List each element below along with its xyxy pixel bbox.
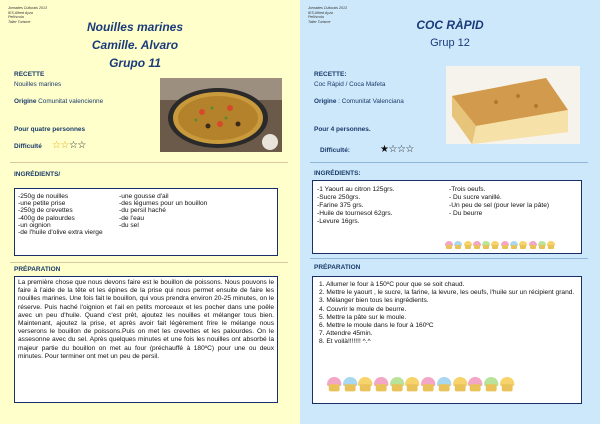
ingredients-label: INGRÉDIENTS/	[14, 171, 61, 178]
ingredient: -Sucre 250grs.	[317, 194, 361, 201]
ingredient: -Trois oeufs.	[449, 186, 486, 193]
ingredient: -de l'huile d'olive extra vierge	[18, 229, 103, 237]
ingredients-label: INGRÉDIENTS:	[314, 170, 361, 177]
title-line: Camille. Alvaro	[91, 38, 179, 52]
school-header	[308, 6, 347, 24]
star-icon: ☆	[388, 144, 397, 155]
group-label: Grup 12	[430, 37, 470, 49]
cupcake-row	[445, 236, 557, 254]
cupcake-icon	[482, 241, 490, 249]
preparation-steps	[319, 281, 577, 347]
divider	[310, 258, 588, 259]
star-icon: ☆	[396, 144, 406, 155]
difficulty-stars	[52, 140, 86, 151]
ingredient: -250g de nouilles	[18, 193, 69, 200]
recipe-name: Nouilles marines	[14, 81, 62, 88]
servings: Pour 4 personnes.	[314, 126, 371, 133]
star-icon: ☆	[405, 144, 414, 155]
preparation-step: 8. Et voilà!!!!!!! ^.^	[319, 338, 371, 346]
ingredient: -Un peu de sel (pour lever la pâte)	[449, 202, 550, 209]
cupcake-icon	[437, 377, 451, 391]
school-line: IES Alfred Ayza	[8, 10, 33, 15]
preparation-step: 1. Allumer le four à 150ºC pour que se soit chaud.	[319, 281, 465, 288]
ingredient: -Levure 16grs.	[317, 218, 360, 225]
ingredient: -de l'eau	[119, 214, 145, 222]
ingredients-col1	[317, 186, 394, 226]
ingredient: -du persil haché	[119, 207, 166, 215]
origin-value: : Comunitat Valenciana	[338, 98, 404, 105]
difficulty-label: Difficulté	[14, 143, 42, 150]
cupcake-icon	[390, 377, 404, 391]
preparation-step: 2. Mettre le yaourt , le sucre, la farine, la levure, les oeufs, l'huile sur un récipient grand.	[319, 289, 575, 297]
origin-label: Origine	[314, 98, 337, 105]
cupcake-icon	[405, 377, 419, 391]
ingredients-box	[312, 180, 582, 254]
cupcake-icon	[468, 377, 482, 391]
recipe-label: RECETTE:	[314, 71, 347, 78]
divider	[310, 162, 588, 163]
ingredient: -une gousse d'ail	[119, 193, 169, 200]
cupcake-icon	[547, 241, 555, 249]
cupcake-icon	[374, 377, 388, 391]
school-line: Taller Turisme	[8, 19, 31, 24]
cupcake-row	[327, 372, 515, 390]
origin-row	[314, 98, 404, 105]
star-icon: ☆	[52, 140, 61, 151]
ingredient: -Farine 375 grs.	[317, 202, 364, 209]
recipe-label: RECETTE	[14, 71, 45, 78]
cupcake-icon	[327, 377, 341, 391]
cupcake-icon	[421, 377, 435, 391]
school-line: Peñíscola	[8, 15, 24, 20]
ingredient: -du sel	[119, 221, 139, 229]
school-header	[8, 6, 47, 24]
ingredient: -250g de crevettes	[18, 207, 73, 215]
cupcake-icon	[473, 241, 481, 249]
preparation-step: 6. Mettre le moule dans le four à 160ºC	[319, 322, 434, 330]
ingredient: -une petite prise	[18, 200, 66, 208]
cupcake-icon	[501, 241, 509, 249]
difficulty-label: Difficulté:	[320, 147, 350, 154]
ingredient: -Huile de tournesol 62grs.	[317, 210, 393, 217]
star-icon: ★	[380, 144, 389, 155]
preparation-text: La première chose que nous devons faire est le bouillon de poissons. Nous pouvons le faire à l'aide de la tête et les épines de la prise qui nous permet ensuite de faire les nouilles marines. Une fois fait le bouillon, qui vous prendra environ 20-25 minutes, on le réserve. Puis haché l'oignion et l'ail en petits morceaux et les pocher dans une poêle avec un peu d'huile. Quand c'est prêt, ajoutez les nouilles et mélanger tous bien. Maintenant, ajoutez la prise, et après avoir fait légèrement frire le mélange nous verserons le bouillon de poissons.Puis on met les crevettes et les palourdes. On le assesonne avec du sel. Après quelques minutes et une fois les nouilles ont absorbé la majeur partie du bouillon on met au four (préchauffé à 180ºC) pour une ou deux minutes. Pour terminer ont met un peu de persil.	[18, 279, 274, 360]
servings: Pour quatre personnes	[14, 126, 86, 133]
cupcake-icon	[538, 241, 546, 249]
ingredient: - Du beurre	[449, 210, 483, 217]
cupcake-icon	[343, 377, 357, 391]
cupcake-icon	[358, 377, 372, 391]
ingredient: -400g de palourdes	[18, 214, 75, 222]
school-line: IES Alfred Ayza	[308, 10, 333, 15]
preparation-step: 3. Mélanger bien tous les ingrédients.	[319, 297, 429, 305]
cupcake-icon	[454, 241, 462, 249]
cupcake-icon	[453, 377, 467, 391]
preparation-step: 4. Couvrir le moule de beurre.	[319, 305, 407, 313]
ingredient: -des légumes pour un bouillon	[119, 200, 208, 208]
difficulty-stars	[380, 144, 414, 155]
ingredients-box	[14, 188, 278, 256]
ingredient: - Du sucre vanillé.	[449, 194, 502, 201]
school-line: Jornades Culturals 2013	[8, 6, 47, 10]
cupcake-icon	[484, 377, 498, 391]
preparation-box	[14, 276, 278, 403]
paella-photo	[160, 78, 282, 152]
divider	[10, 262, 288, 263]
cupcake-icon	[529, 241, 537, 249]
right-recipe-card	[300, 0, 600, 424]
recipe-title: COC RÀPID	[416, 18, 484, 32]
ingredients-col2	[449, 186, 549, 218]
preparation-step: 7. Attendre 45min.	[319, 330, 373, 338]
origin-row	[14, 98, 103, 105]
school-line: Jornades Culturals 2013	[308, 6, 347, 10]
cupcake-icon	[510, 241, 518, 249]
ingredients-col2	[119, 193, 207, 229]
cupcake-icon	[445, 241, 453, 249]
origin-label: Origine	[14, 98, 37, 105]
recipe-name: Coc Ràpid / Coca Mafeta	[314, 81, 386, 88]
school-line: Taller Turisme	[308, 19, 331, 24]
preparation-label: PRÉPARATION	[14, 266, 61, 273]
ingredient: -1 Yaourt au citron 125grs.	[317, 186, 395, 193]
star-icon: ☆	[77, 140, 86, 151]
title-line: Grupo 11	[109, 56, 161, 70]
cupcake-icon	[519, 241, 527, 249]
title-line: Nouilles marines	[86, 20, 184, 34]
cupcake-icon	[500, 377, 514, 391]
origin-value: Comunitat valencienne	[38, 98, 104, 105]
star-icon: ☆	[60, 140, 69, 151]
ingredient: -un oignion	[18, 221, 51, 229]
ingredients-col1	[18, 193, 103, 236]
recipe-title	[60, 18, 210, 72]
preparation-step: 5. Mettre la pâte sur le moule.	[319, 313, 407, 321]
cupcake-icon	[464, 241, 472, 249]
cupcake-icon	[491, 241, 499, 249]
school-line: Peñíscola	[308, 15, 324, 20]
preparation-box	[312, 276, 582, 404]
divider	[10, 162, 288, 163]
cake-photo	[446, 66, 580, 144]
star-icon: ☆	[68, 140, 78, 151]
preparation-label: PRÉPARATION	[314, 264, 361, 271]
